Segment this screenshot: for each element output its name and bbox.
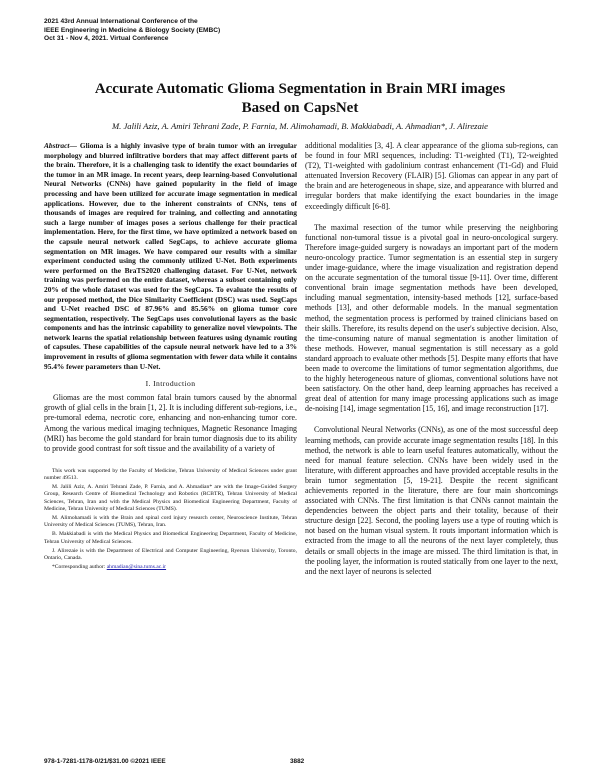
- conference-line-2: IEEE Engineering in Medicine & Biology Society (EMBC): [44, 26, 221, 34]
- conference-header: [44, 18, 344, 44]
- paper-title: [40, 80, 560, 117]
- intro-paragraph-3: The maximal resection of the tumor while preserving the neighboring functional non-tumoral tissue is a pivotal goal in neuro-oncological surgery. Therefore image-guided surgery is nowadays an important part of the modern neuro-oncology practice. Tumor segmentation is an essential step in surgery under image-guidance, where the image visualization and registration depend on the accurate segmentation of the tumoral tissue [9-11]. Over time, different conventional brain image segmentation methods have been developed, including manual segmentation, intensity-based methods [12], surface-based methods [13], and other deformable models. In the manual segmentation method, the segmentation process is performed by trained clinicians based on their skills. Therefore, its results depend on the user's subjective decision. Also, the time-consuming nature of manual segmentation is another limitation of these methods. However, manual segmentation is still necessary as a gold standard approach to evaluate other methods [5]. Despite many efforts that have been made to overcome the limitations of tumor segmentation algorithms, due to the highly heterogeneous nature of gliomas, conventional solutions have not been satisfactory. On the other hand, deep learning approaches has received a great deal of attention for many image processing applications such as image de-noising [14], image segmentation [15, 16], and image reconstruction [17].: [305, 222, 558, 414]
- author-list: M. Jalili Aziz, A. Amiri Tehrani Zade, P. Farnia, M. Alimohamadi, B. Makkiabadi, A. Ahmadian*, J. Alirezaie: [112, 121, 488, 131]
- intro-paragraph-2: additional modalities [3, 4]. A clear appearance of the glioma sub-regions, can be found in four MRI sequences, including: T1-weighted (T1), T2-weighted (T2), T1-weighted with gadolinium contrast enhancement (T1-Gd) and Fluid attenuated Inversion Recovery (FLAIR) [5]. Gliomas can appear in any part of the brain and are heterogeneous in shape, size, and appearance with blurred and irregular borders that make identifying the exact boundaries in the image exceedingly difficult [6-8].: [305, 141, 558, 211]
- title-line-1: Accurate Automatic Glioma Segmentation in Brain MRI images: [94, 81, 506, 97]
- footnote-funding: This work was supported by the Faculty of Medicine, Tehran University of Medical Sciences under grant number 49513.: [44, 467, 297, 482]
- right-column: [305, 141, 558, 588]
- footnote-affiliation-2: M. Alimohamadi is with the Brain and spinal cord injury research center, Neuroscience Institute, Tehran University of Medical Sciences (TUMS), Tehran, Iran.: [44, 515, 297, 529]
- abstract: [44, 141, 297, 371]
- footnote-affiliation-4: J. Alirezaie is with the Department of Electrical and Computer Engineering, Ryerson University, Toronto, Ontario, Canada.: [44, 547, 297, 562]
- footer-isbn: 978-1-7281-1178-0/21/$31.00 ©2021 IEEE: [44, 758, 166, 765]
- intro-paragraph-1: Gliomas are the most common fatal brain tumors caused by the abnormal growth of glial cells in the brain [1, 2]. It is including different sub-regions, i.e., pre-tumoral edema, necrotic core, enhancing and non-enhancing tumor core. Among the various medical imaging techniques, Magnetic Resonance Imaging (MRI) has become the gold standard for brain tumor diagnosis due to its ability to provide good contrast for soft tissue and the availability of a variety of: [44, 393, 297, 453]
- footnote-corresponding: [44, 564, 297, 571]
- footnote-affiliation-3: B. Makkiabadi is with the Medical Physics and Biomedical Engineering Department, Faculty of Medicine, Tehran University of Medical Sciences.: [44, 531, 297, 545]
- intro-paragraph-4: Convolutional Neural Networks (CNNs), as one of the most successful deep learning methods, can provide accurate image segmentation results [18]. In this method, the network is able to learn useful features automatically, without the need for manual feature selection. CNNs have been widely used in the literature, with different approaches and have provided acceptable results in the brain tumor segmentation [5, 19-21]. Despite the recent significant achievements reported in the literature, there are four main shortcomings associated with CNNs. The first limitation is that CNNs cannot maintain the dependencies between the object parts and their totality, because of their structure design [22]. Second, the pooling layers use a type of routing which is not based on the human visual system. It routs important information which is extracted from the image to all the neurons of the next layer completely, thus details or small objects in the image are missed. The third limitation is that, in the pooling layer, the information is routed statically from one layer to the next, and the next layer of neurons is selected: [305, 425, 558, 576]
- corresponding-prefix: *Corresponding author:: [52, 564, 107, 571]
- left-column: [44, 141, 297, 573]
- corresponding-email-link[interactable]: ahmadian@sina.tums.ac.ir: [106, 564, 167, 571]
- title-line-2: Based on CapsNet: [241, 99, 359, 116]
- footnote-affiliation-1: M. Jalili Aziz, A. Amiri Tehrani Zade, P. Farnia, and A. Ahmadian* are with the Image-Guided Surgery Group, Research Centre of Biomedical Technology and Robotics (RCBTR), Tehran University of Medical Sciences, Tehran, Iran and with the Medical Physics and Biomedical Engineering Department, Faculty of Medicine, Tehran University of Medical Sciences (TUMS).: [44, 484, 297, 512]
- conference-line-1: 2021 43rd Annual International Conference of the: [44, 18, 198, 25]
- section-heading-introduction: I. Introduction: [145, 379, 196, 389]
- abstract-label: Abstract: [44, 141, 70, 150]
- conference-line-3: Oct 31 - Nov 4, 2021. Virtual Conference: [44, 35, 169, 43]
- footnotes: [44, 468, 297, 572]
- abstract-text: — Glioma is a highly invasive type of brain tumor with an irregular morphology and blurred infiltrative borders that may affect different parts of the brain. Therefore, it is a challenging task to identify the exact boundaries of the tumor in an MR image. In recent years, deep learning-based Convolutional Neural Networks (CNNs) have gained popularity in the field of image processing and have been utilized for accurate image segmentation in medical applications. However, due to the inherent constraints of CNNs, tens of thousands of images are required for training, and collecting and annotating such a large number of images poses a serious challenge for their practical implementation. Here, for the first time, we have optimized a network based on the capsule neural network called SegCaps, to achieve accurate glioma segmentation on MR images. We have compared our results with a similar experiment conducted using the commonly utilized U-Net. Both experiments were performed on the BraTS2020 challenging dataset. For U-Net, network training was performed on the entire dataset, whereas a subset containing only 20% of the whole dataset was used for the SegCaps. To evaluate the results of our proposed method, the Dice Similarity Coefficient (DSC) was used. SegCaps and U-Net reached DSC of 87.96% and 85.56% on glioma tumor core segmentation, respectively. The SegCaps uses convolutional layers as the basic components and has the intrinsic capability to generalize novel viewpoints. The network learns the spatial relationship between features using dynamic routing of capsules. These capabilities of the capsule neural network have led to a 3% improvement in results of glioma segmentation with fewer data while it contains 95.4% fewer parameters than U-Net.: [44, 141, 297, 371]
- page-number: 3882: [290, 758, 305, 765]
